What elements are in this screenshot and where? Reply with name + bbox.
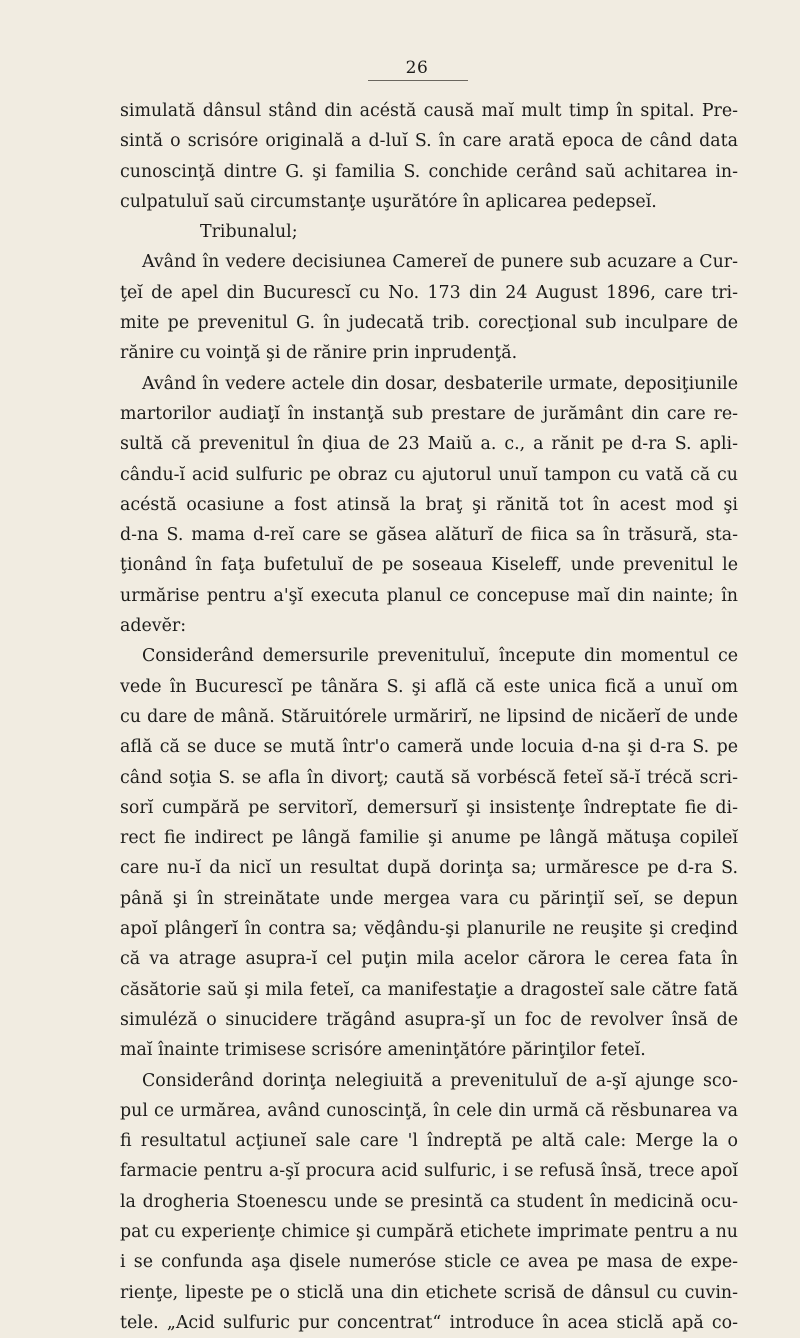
body-text [120, 96, 738, 1338]
text-line: care nu-ĭ da nicĭ un resultat după dorinţa sa; urmăresce pe d-ra S. [120, 858, 738, 879]
text-line: sintă o scrisóre originală a d-luĭ S. în care arată epoca de când data [120, 131, 738, 152]
text-line: căsătorie saŭ şi mila feteĭ, ca manifestaţie a dragosteĭ sale către fată [120, 979, 738, 1000]
text-line: urmărise pentru a'şĭ executa planul ce concepuse maĭ din nainte; în [120, 585, 738, 606]
text-line: vede în Bucurescĭ pe tânăra S. şi află că este unica fică a unuĭ om [120, 676, 738, 697]
text-line: Considerând dorinţa nelegiuită a prevenituluĭ de a-şĭ ajunge sco- [142, 1070, 738, 1091]
text-line: sorĭ cumpără pe servitorĭ, demersurĭ şi insistenţe îndreptate fie di- [120, 797, 738, 818]
text-line: ţeĭ de apel din Bucurescĭ cu No. 173 din 24 August 1896, care tri- [120, 282, 738, 303]
text-line: când soţia S. se afla în divorţ; caută să vorbéscă feteĭ să-ĭ trécă scri- [120, 767, 738, 788]
text-line: sultă că prevenitul în ḑiua de 23 Maiŭ a. c., a rănit pe d-ra S. apli- [120, 434, 738, 455]
header-rule [368, 80, 468, 81]
text-line: martorilor audiaţĭ în instanţă sub prestare de jurământ din care re- [120, 403, 738, 424]
text-line: acéstă ocasiune a fost atinsă la braţ şi rănită tot în acest mod şi [120, 494, 738, 515]
text-line: tele. „Acid sulfuric pur concentrat“ introduce în acea sticlă apă co- [120, 1312, 738, 1333]
text-line: rect fie indirect pe lângă familie şi anume pe lângă mătuşa copileĭ [120, 828, 738, 849]
text-line: fi resultatul acţiuneĭ sale care 'l îndreptă pe altă cale: Merge la o [120, 1131, 738, 1152]
text-line: rienţe, lipeste pe o sticlă una din etichete scrisă de dânsul cu cuvin- [120, 1282, 738, 1303]
text-line: maĭ înainte trimisese scrisóre ameninţătóre părinţilor feteĭ. [120, 1040, 646, 1061]
text-line: culpatuluĭ saŭ circumstanţe uşurătóre în aplicarea pedepseĭ. [120, 191, 657, 212]
text-line: adevĕr: [120, 616, 187, 637]
text-line: Tribunalul; [200, 222, 298, 243]
page-number: 26 [405, 58, 429, 78]
text-line: simulată dânsul stând din acéstă causă maĭ mult timp în spital. Pre- [120, 101, 738, 121]
text-line: află că se duce se mută într'o cameră unde locuia d-na şi d-ra S. pe [120, 737, 738, 758]
text-line: pat cu experienţe chimice şi cumpără etichete imprimate pentru a nu [120, 1221, 738, 1242]
text-line: rănire cu voinţă şi de rănire prin inprudenţă. [120, 343, 518, 364]
text-line: d-na S. mama d-reĭ care se găsea alăturĭ de fiica sa în trăsură, sta- [120, 525, 738, 546]
text-line: cunoscinţă dintre G. şi familia S. conchide cerând saŭ achitarea in- [120, 161, 738, 182]
text-line: i se confunda aşa ḑisele numeróse sticle ce avea pe masa de expe- [120, 1252, 738, 1273]
text-line: cându-ĭ acid sulfuric pe obraz cu ajutorul unuĭ tampon cu vată că cu [120, 464, 738, 485]
text-line: că va atrage asupra-ĭ cel puţin mila acelor cărora le cerea fata în [120, 949, 738, 970]
text-line: apoĭ plângerĭ în contra sa; vĕḑându-şi planurile ne reuşite şi creḑind [120, 919, 738, 940]
text-line: farmacie pentru a-şĭ procura acid sulfuric, i se refusă însă, trece apoĭ [120, 1161, 738, 1182]
text-line: Considerând demersurile prevenituluĭ, începute din momentul ce [142, 646, 738, 667]
text-line: simuléză o sinucidere trăgând asupra-şĭ un foc de revolver însă de [120, 1009, 738, 1030]
text-line: Având în vedere decisiunea Camereĭ de punere sub acuzare a Cur- [142, 252, 738, 273]
text-line: Având în vedere actele din dosar, desbaterile urmate, deposiţiunile [142, 373, 738, 394]
text-line: mite pe prevenitul G. în judecată trib. corecţional sub inculpare de [120, 313, 738, 334]
text-line: ţionând în faţa bufetuluĭ de pe soseaua Kiseleff, unde prevenitul le [120, 555, 738, 576]
text-line: cu dare de mână. Stăruitórele urmărirĭ, ne lipsind de nicăerĭ de unde [120, 706, 738, 727]
text-line: până şi în streinătate unde mergea vara cu părinţiĭ seĭ, se depun [120, 888, 738, 909]
text-line: la drogheria Stoenescu unde se presintă ca student în medicină ocu- [120, 1191, 738, 1212]
text-line: pul ce urmărea, având cunoscinţă, în cele din urmă că rĕsbunarea va [120, 1100, 738, 1121]
